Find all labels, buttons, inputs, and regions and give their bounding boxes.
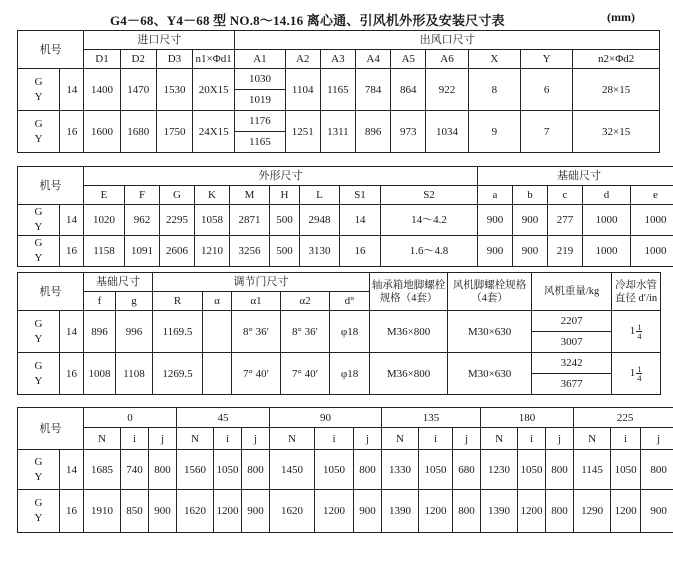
table-cell: 1108 (116, 353, 153, 395)
table-cell: 996 (116, 311, 153, 353)
table-cell: 1450 (270, 450, 315, 490)
table-cell: 800 (546, 490, 574, 533)
table-cell: 2606 (160, 236, 195, 267)
table-cell: 1091 (125, 236, 160, 267)
table-cell: 800 (242, 450, 270, 490)
column-header: S2 (381, 186, 478, 205)
model-number: 16 (60, 236, 84, 267)
table-cell: 1230 (481, 450, 518, 490)
column-header: e (631, 186, 673, 205)
table-cell: 1050 (518, 450, 546, 490)
gy-label: G Y (18, 69, 60, 111)
table-cell: 1050 (315, 450, 354, 490)
column-header: N (84, 428, 121, 450)
table-cell: 1210 (195, 236, 230, 267)
table-cell: 800 (453, 490, 481, 533)
column-header: i (611, 428, 641, 450)
table-cell: 1145 (574, 450, 611, 490)
column-header: A3 (320, 50, 355, 69)
damper-group-header: 调节门尺寸 (153, 273, 370, 292)
table-cell: 1000 (583, 236, 631, 267)
table-cell: 740 (121, 450, 149, 490)
table-cell: M36×800 (370, 311, 448, 353)
column-header: M (230, 186, 270, 205)
fan-weight-header: 风机重量/kg (532, 273, 612, 311)
table-cell: 1176 (235, 111, 285, 132)
table-cell: 1390 (382, 490, 419, 533)
unit-label: (mm) (607, 10, 635, 24)
column-header: A4 (356, 50, 391, 69)
column-header: α (203, 292, 232, 311)
model-number: 14 (60, 69, 84, 111)
column-header: S1 (340, 186, 381, 205)
table-cell: 1251 (285, 111, 320, 153)
model-number-header: 机号 (18, 31, 84, 69)
table-cell: 1390 (481, 490, 518, 533)
column-header: i (121, 428, 149, 450)
column-header: Y (520, 50, 572, 69)
column-header: D2 (120, 50, 156, 69)
damper-bolt-weight-table (17, 272, 661, 395)
column-header: i (315, 428, 354, 450)
base-group-header: 基础尺寸 (84, 273, 153, 292)
column-header: D1 (84, 50, 120, 69)
table-cell: 800 (641, 450, 673, 490)
table-cell: 800 (546, 450, 574, 490)
column-header: N (177, 428, 214, 450)
shape-base-dimensions-table (17, 166, 673, 267)
page-title: G4－68、Y4－68 型 NO.8～14.16 离心通、引风机外形及安装尺寸表 (110, 13, 505, 28)
fan-bolt-header: 风机脚螺栓规格（4套） (448, 273, 532, 311)
table-cell: 1311 (320, 111, 355, 153)
column-header: i (518, 428, 546, 450)
table-cell: 2207 (532, 311, 612, 332)
table-cell: 900 (513, 205, 548, 236)
column-header: j (546, 428, 574, 450)
table-cell: 24X15 (193, 111, 235, 153)
table-cell: 900 (641, 490, 673, 533)
table-cell: 8° 36′ (281, 311, 330, 353)
gy-label: G Y (18, 490, 60, 533)
model-number: 14 (60, 205, 84, 236)
table-cell: 1200 (214, 490, 242, 533)
table-cell: 1530 (156, 69, 192, 111)
table-cell: 9 (468, 111, 520, 153)
table-cell: 1000 (631, 236, 673, 267)
column-header: K (195, 186, 230, 205)
inlet-outlet-dimensions-table (17, 30, 660, 153)
table-cell: φ18 (330, 311, 370, 353)
outlet-angle-table (17, 407, 673, 533)
outlet-group-header: 出风口尺寸 (235, 31, 660, 50)
table-cell: 219 (548, 236, 583, 267)
table-cell: 800 (149, 450, 177, 490)
column-header: f (84, 292, 116, 311)
column-header: j (242, 428, 270, 450)
table-cell (203, 353, 232, 395)
column-header: A1 (235, 50, 285, 69)
table-cell: 2948 (300, 205, 340, 236)
table-cell: 864 (391, 69, 426, 111)
bearing-bolt-header: 轴承箱地脚螺栓规格（4套） (370, 273, 448, 311)
table-cell: 900 (513, 236, 548, 267)
column-header: j (641, 428, 673, 450)
column-header: N (270, 428, 315, 450)
table-cell: 14 (340, 205, 381, 236)
table-cell: 1750 (156, 111, 192, 153)
table-cell: 1030 (235, 69, 285, 90)
table-cell: 1400 (84, 69, 120, 111)
column-header: N (481, 428, 518, 450)
table-cell (203, 311, 232, 353)
table-cell: 1000 (631, 205, 673, 236)
table-cell: 784 (356, 69, 391, 111)
table-cell: 900 (242, 490, 270, 533)
table-title (0, 10, 673, 28)
table-cell: 1019 (235, 90, 285, 111)
table-cell: 900 (354, 490, 382, 533)
table-cell: 1269.5 (153, 353, 203, 395)
column-header: α1 (232, 292, 281, 311)
model-number: 16 (60, 111, 84, 153)
table-cell: 900 (149, 490, 177, 533)
angle-header: 135 (382, 408, 481, 428)
table-cell: M30×630 (448, 311, 532, 353)
cooling-pipe-cell: 1 $\frac{1}{4}$ (612, 311, 661, 353)
table-cell: 1020 (84, 205, 125, 236)
table-cell: 1.6～4.8 (381, 236, 478, 267)
gy-label: G Y (18, 311, 60, 353)
table-cell: 500 (270, 205, 300, 236)
shape-group-header: 外形尺寸 (84, 167, 478, 186)
table-cell: 1330 (382, 450, 419, 490)
table-cell: 1200 (518, 490, 546, 533)
column-header: A6 (426, 50, 468, 69)
column-header: N (382, 428, 419, 450)
table-cell: 1050 (419, 450, 453, 490)
model-number: 14 (60, 311, 84, 353)
table-cell: 1158 (84, 236, 125, 267)
table-cell: M36×800 (370, 353, 448, 395)
table-cell: 1910 (84, 490, 121, 533)
model-number-header: 机号 (18, 273, 84, 311)
column-header: L (300, 186, 340, 205)
table-cell: 3677 (532, 374, 612, 395)
column-header: c (548, 186, 583, 205)
table-cell: M30×630 (448, 353, 532, 395)
table-cell: 7 (520, 111, 572, 153)
gy-label: G Y (18, 353, 60, 395)
table-cell: 8 (468, 69, 520, 111)
column-header: g (116, 292, 153, 311)
table-cell: 1058 (195, 205, 230, 236)
table-cell: 2871 (230, 205, 270, 236)
column-header: j (453, 428, 481, 450)
table-cell: 1470 (120, 69, 156, 111)
angle-header: 180 (481, 408, 574, 428)
table-cell: 7° 40′ (232, 353, 281, 395)
base-group-header: 基础尺寸 (478, 167, 673, 186)
table-cell: 277 (548, 205, 583, 236)
gy-label: G Y (18, 111, 60, 153)
table-cell: 1620 (177, 490, 214, 533)
column-header: G (160, 186, 195, 205)
table-cell: 1200 (419, 490, 453, 533)
column-header: i (419, 428, 453, 450)
table-cell: 680 (453, 450, 481, 490)
column-header: j (149, 428, 177, 450)
table-cell: 800 (354, 450, 382, 490)
cooling-pipe-header: 冷却水管直径 d′/in (612, 273, 661, 311)
column-header: N (574, 428, 611, 450)
table-cell: 896 (356, 111, 391, 153)
table-cell: 16 (340, 236, 381, 267)
table-cell: 922 (426, 69, 468, 111)
column-header: b (513, 186, 548, 205)
column-header: A5 (391, 50, 426, 69)
column-header: E (84, 186, 125, 205)
table-cell: 1685 (84, 450, 121, 490)
table-cell: 1165 (235, 132, 285, 153)
table-cell: 20X15 (193, 69, 235, 111)
gy-label: G Y (18, 450, 60, 490)
model-number-header: 机号 (18, 167, 84, 205)
gy-label: G Y (18, 205, 60, 236)
table-cell: 1000 (583, 205, 631, 236)
table-cell: 896 (84, 311, 116, 353)
table-cell: 1200 (611, 490, 641, 533)
table-cell: 1680 (120, 111, 156, 153)
table-cell: 32×15 (573, 111, 660, 153)
table-cell: 28×15 (573, 69, 660, 111)
angle-header: 225 (574, 408, 673, 428)
column-header: i (214, 428, 242, 450)
model-number: 16 (60, 353, 84, 395)
column-header: A2 (285, 50, 320, 69)
table-cell: 1290 (574, 490, 611, 533)
fraction: $\frac{1}{4}$ (637, 364, 642, 383)
table-cell: 8° 36′ (232, 311, 281, 353)
angle-header: 45 (177, 408, 270, 428)
table-cell: 14～4.2 (381, 205, 478, 236)
table-cell: 2295 (160, 205, 195, 236)
column-header: D3 (156, 50, 192, 69)
table-cell: 1050 (611, 450, 641, 490)
model-number: 16 (60, 490, 84, 533)
table-cell: 3242 (532, 353, 612, 374)
column-header: R (153, 292, 203, 311)
fraction: $\frac{1}{4}$ (637, 322, 642, 341)
table-cell: 500 (270, 236, 300, 267)
table-cell: 1169.5 (153, 311, 203, 353)
table-cell: 973 (391, 111, 426, 153)
table-cell: 850 (121, 490, 149, 533)
model-number-header: 机号 (18, 408, 84, 450)
column-header: a (478, 186, 513, 205)
table-cell: 1560 (177, 450, 214, 490)
table-cell: 1050 (214, 450, 242, 490)
table-cell: 1620 (270, 490, 315, 533)
column-header: j (354, 428, 382, 450)
table-cell: 1104 (285, 69, 320, 111)
table-cell: 1165 (320, 69, 355, 111)
table-cell: 1008 (84, 353, 116, 395)
table-cell: 3130 (300, 236, 340, 267)
cooling-pipe-cell: 1 $\frac{1}{4}$ (612, 353, 661, 395)
column-header: H (270, 186, 300, 205)
column-header: F (125, 186, 160, 205)
column-header: X (468, 50, 520, 69)
table-cell: 900 (478, 205, 513, 236)
table-cell: 900 (478, 236, 513, 267)
table-cell: φ18 (330, 353, 370, 395)
column-header: n2×Φd2 (573, 50, 660, 69)
gy-label: G Y (18, 236, 60, 267)
column-header: d (583, 186, 631, 205)
inlet-group-header: 进口尺寸 (84, 31, 235, 50)
angle-header: 90 (270, 408, 382, 428)
column-header: d° (330, 292, 370, 311)
table-cell: 3007 (532, 332, 612, 353)
table-cell: 7° 40′ (281, 353, 330, 395)
column-header: α2 (281, 292, 330, 311)
table-cell: 3256 (230, 236, 270, 267)
model-number: 14 (60, 450, 84, 490)
column-header: n1×Φd1 (193, 50, 235, 69)
table-cell: 1600 (84, 111, 120, 153)
table-cell: 1200 (315, 490, 354, 533)
table-cell: 962 (125, 205, 160, 236)
table-cell: 6 (520, 69, 572, 111)
table-cell: 1034 (426, 111, 468, 153)
angle-header: 0 (84, 408, 177, 428)
